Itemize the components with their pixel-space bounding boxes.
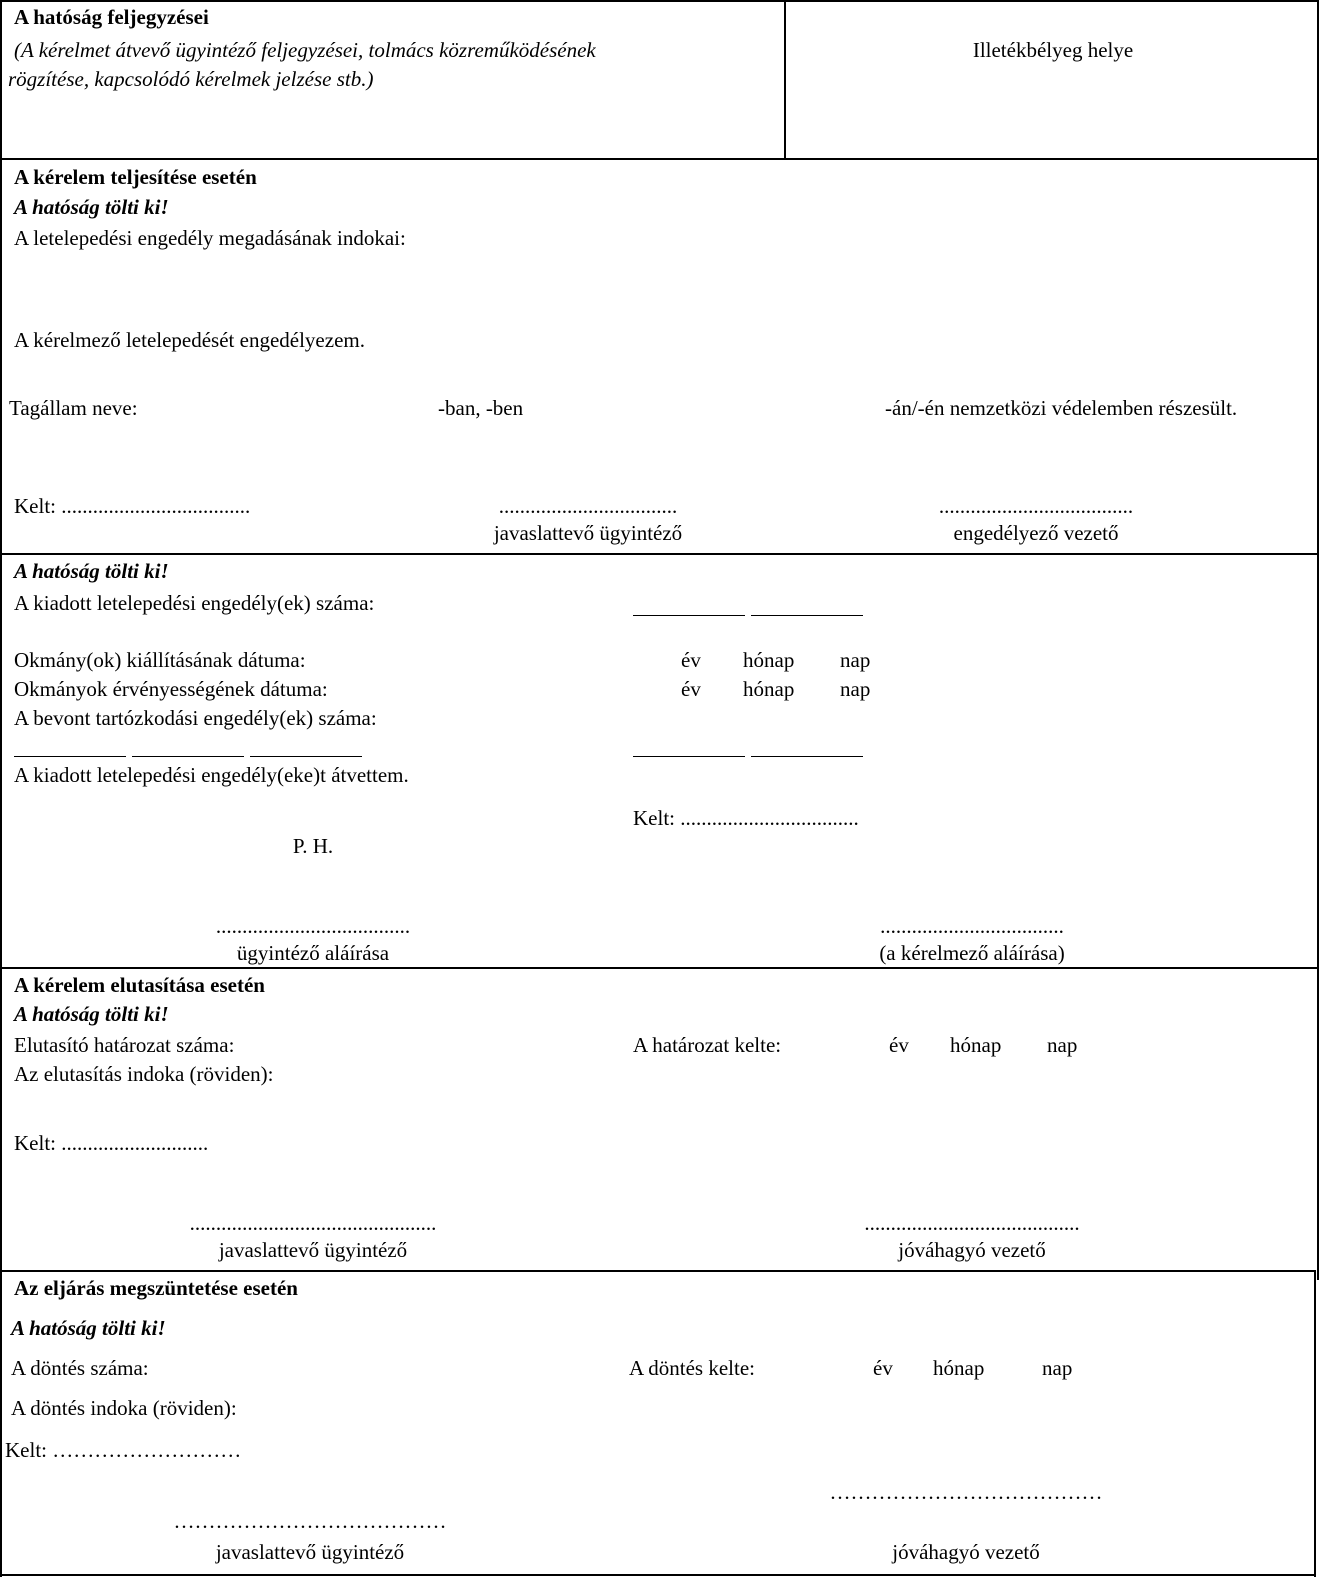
- frame-bottom: [0, 1574, 1316, 1576]
- termination-proposer-dots: …………………………………: [173, 1509, 447, 1533]
- validity-date-year: év: [681, 677, 701, 701]
- termination-proposer-label: javaslattevő ügyintéző: [215, 1540, 405, 1564]
- rejection-number-label: Elutasító határozat száma:: [14, 1033, 235, 1057]
- issue-authority-fills: A hatóság tölti ki!: [14, 559, 169, 583]
- officer-signature-dots: .....................................: [215, 914, 411, 938]
- rejection-date-year: év: [889, 1033, 909, 1057]
- section-divider-1: [0, 158, 1319, 160]
- issue-date-label: Okmány(ok) kiállításának dátuma:: [14, 648, 306, 672]
- termination-authority-fills: A hatóság tölti ki!: [11, 1316, 166, 1340]
- validity-date-month: hónap: [743, 677, 795, 701]
- rejection-approver-dots: .........................................: [864, 1211, 1080, 1235]
- termination-date-month: hónap: [933, 1356, 985, 1380]
- rejection-date-day: nap: [1047, 1033, 1078, 1057]
- termination-approver-dots: …………………………………: [829, 1480, 1103, 1504]
- approval-approver-dots: .....................................: [938, 494, 1134, 518]
- rejection-title: A kérelem elutasítása esetén: [14, 973, 265, 997]
- section-divider-2: [0, 553, 1319, 555]
- approval-title: A kérelem teljesítése esetén: [14, 165, 257, 189]
- approval-statement: A kérelmező letelepedését engedélyezem.: [14, 328, 365, 352]
- termination-date-label: A döntés kelte:: [629, 1356, 755, 1380]
- rejection-authority-fills: A hatóság tölti ki!: [14, 1002, 169, 1026]
- approval-reasons-label: A letelepedési engedély megadásának indokai:: [14, 226, 406, 250]
- officer-signature-label: ügyintéző aláírása: [236, 941, 390, 965]
- permit-number-line-2: [751, 615, 863, 616]
- applicant-signature-dots: ...................................: [880, 914, 1064, 938]
- approval-proposer-dots: ..................................: [498, 494, 678, 518]
- permit-number-label: A kiadott letelepedési engedély(ek) száma:: [14, 591, 375, 615]
- permit-number-line-1: [633, 615, 745, 616]
- notes-title: A hatóság feljegyzései: [14, 5, 209, 29]
- revoked-line-5: [751, 756, 863, 757]
- revoked-line-1: [14, 756, 126, 757]
- applicant-signature-label: (a kérelmező aláírása): [879, 941, 1065, 965]
- notes-divider: [784, 0, 786, 160]
- approval-approver-label: engedélyező vezető: [953, 521, 1119, 545]
- termination-reason-label: A döntés indoka (röviden):: [11, 1396, 237, 1420]
- issue-date-month: hónap: [743, 648, 795, 672]
- stamp-placeholder: Illetékbélyeg helye: [972, 38, 1134, 62]
- member-state-suffix: -ban, -ben: [438, 396, 524, 420]
- protection-suffix: -án/-én nemzetközi védelemben részesült.: [885, 396, 1238, 420]
- rejection-proposer-dots: ...............................................: [189, 1211, 437, 1235]
- revoked-line-4: [633, 756, 745, 757]
- issue-dated: Kelt: ..................................: [633, 806, 859, 830]
- frame-right-last: [1314, 1270, 1316, 1577]
- approval-proposer-label: javaslattevő ügyintéző: [493, 521, 683, 545]
- issue-date-year: év: [681, 648, 701, 672]
- received-statement: A kiadott letelepedési engedély(eke)t átvettem.: [14, 763, 409, 787]
- termination-date-day: nap: [1042, 1356, 1073, 1380]
- rejection-date-month: hónap: [950, 1033, 1002, 1057]
- rejection-proposer-label: javaslattevő ügyintéző: [218, 1238, 408, 1262]
- rejection-reason-label: Az elutasítás indoka (röviden):: [14, 1062, 274, 1086]
- notes-subtitle-line2: rögzítése, kapcsolódó kérelmek jelzése stb.): [8, 67, 374, 91]
- revoked-line-3: [250, 756, 362, 757]
- rejection-approver-label: jóváhagyó vezető: [898, 1238, 1046, 1262]
- notes-subtitle-line1: (A kérelmet átvevő ügyintéző feljegyzései, tolmács közreműködésének: [14, 38, 596, 62]
- revoked-permit-label: A bevont tartózkodási engedély(ek) száma:: [14, 706, 377, 730]
- rejection-dated: Kelt: ............................: [14, 1131, 209, 1155]
- validity-date-day: nap: [840, 677, 871, 701]
- termination-approver-label: jóváhagyó vezető: [892, 1540, 1040, 1564]
- issue-date-day: nap: [840, 648, 871, 672]
- rejection-date-label: A határozat kelte:: [633, 1033, 782, 1057]
- termination-date-year: év: [873, 1356, 893, 1380]
- approval-authority-fills: A hatóság tölti ki!: [14, 195, 169, 219]
- member-state-label: Tagállam neve:: [9, 396, 138, 420]
- official-stamp: P. H.: [292, 834, 334, 858]
- revoked-line-2: [132, 756, 244, 757]
- frame-top: [0, 0, 1319, 2]
- frame-left: [0, 0, 2, 1577]
- section-divider-3: [0, 967, 1319, 969]
- termination-number-label: A döntés száma:: [11, 1356, 149, 1380]
- termination-dated: Kelt: ………………………: [5, 1438, 242, 1462]
- termination-title: Az eljárás megszüntetése esetén: [14, 1276, 298, 1300]
- approval-dated: Kelt: ....................................: [14, 494, 251, 518]
- validity-date-label: Okmányok érvényességének dátuma:: [14, 677, 328, 701]
- section-divider-4: [0, 1270, 1316, 1272]
